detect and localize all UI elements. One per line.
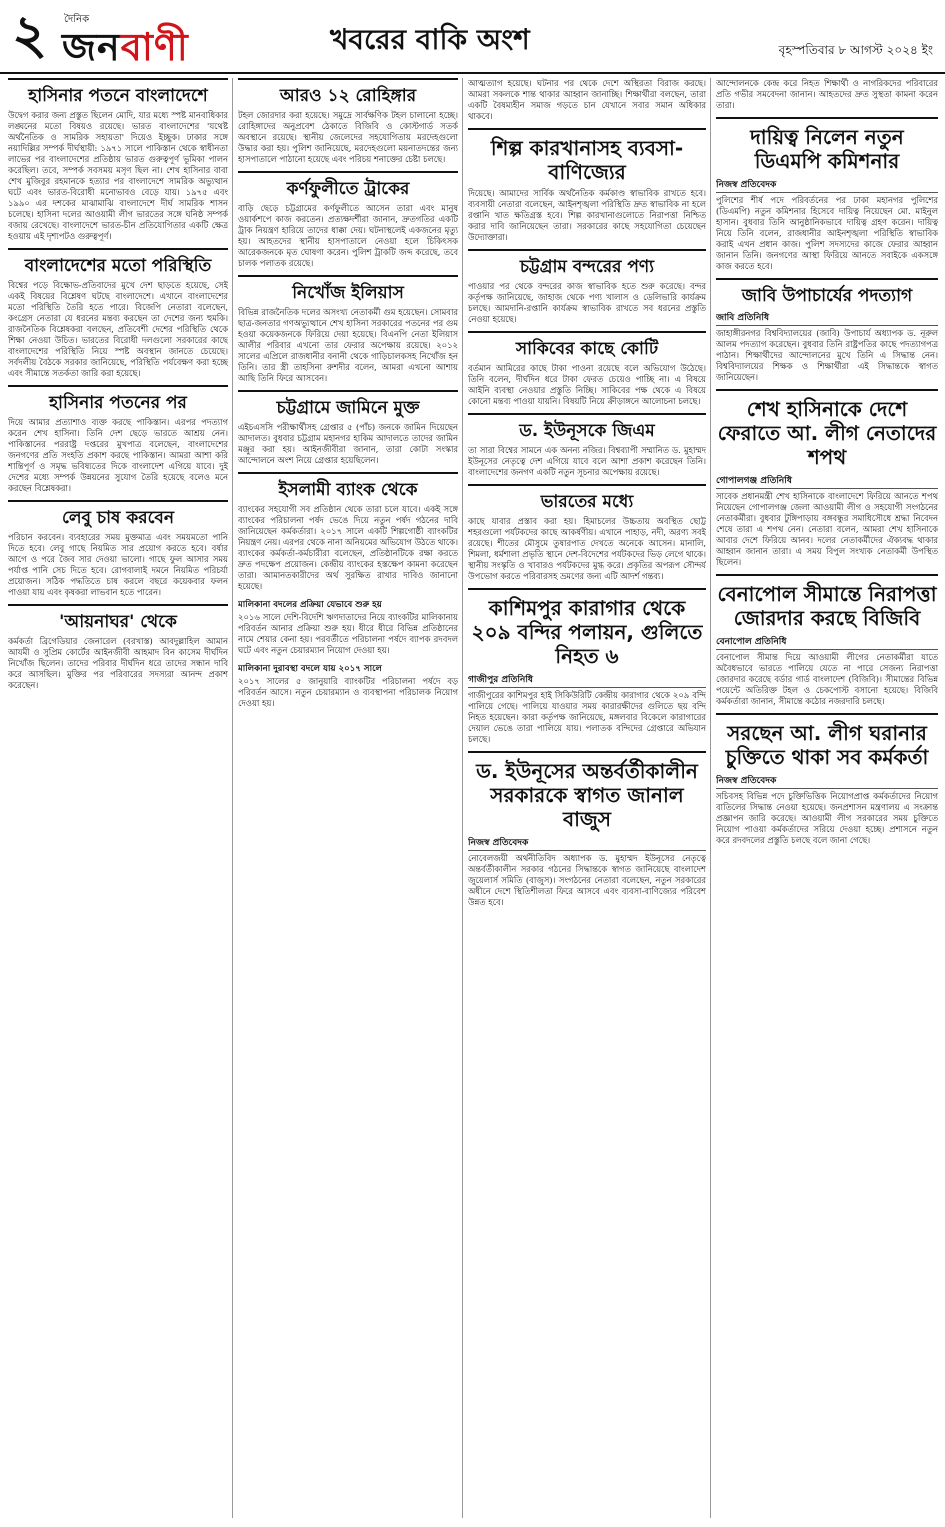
story-body: সাবেক প্রধানমন্ত্রী শেখ হাসিনাকে বাংলাদেশে ফিরিয়ে আনতে শপথ নিয়েছেন গোপালগঞ্জ জেলা আওয়ামী লীগ ও সহযোগী সংগঠনের নেতাকর্মীরা। বুধবার টুঙ্গিপাড়ায় বঙ্গবন্ধুর সমাধিসৌধে শ্রদ্ধা নিবেদন শেষে তারা এ শপথ নেন। নেতারা বলেন, আমরা শেখ হাসিনাকে আবার দেশে ফিরিয়ে আনব। দলের নেতাকর্মীদের ঐক্যবদ্ধ থাকার আহ্বান জানান তারা। এ সময় বিপুল সংখ্যক নেতাকর্মী উপস্থিত ছিলেন। <box>716 491 938 567</box>
story-body: আন্দোলনকে কেন্দ্র করে নিহত শিক্ষার্থী ও নাগরিকদের পরিবারের প্রতি গভীর সমবেদনা জানান। আহতদের দ্রুত সুস্থতা কামনা করেন তারা। <box>716 78 938 110</box>
news-story <box>468 751 706 908</box>
story-headline: সাকিবের কাছে কোটি <box>515 339 659 359</box>
story-body: গাজীপুরের কাশিমপুর হাই সিকিউরিটি কেন্দ্রীয় কারাগার থেকে ২০৯ বন্দি পালিয়ে গেছে। পালিয়ে যাওয়ার সময় কারারক্ষীদের গুলিতে ছয় বন্দি নিহত হয়েছেন। কারা কর্তৃপক্ষ জানিয়েছে, মঙ্গলবার বিকেলে কারাগারের দেয়াল ভেঙে তারা পালিয়ে যায়। পলাতক বন্দিদের গ্রেপ্তারে অভিযান চলছে। <box>468 690 706 744</box>
story-body: বিশ্বের পড়ে বিক্ষোভ-প্রতিবাদের মুখে দেশ ছাড়তে হয়েছে, সেই একই বিষয়ের বিশ্লেষণ ঘটছে বাংলাদেশে। এখানে বাংলাদেশের মতো পরিস্থিতি তৈরি হতে পারে। বিজেপি নেতারা বলেছেন, কংগ্রেস নেতারা যে ধরনের মন্তব্য করছেন তা দেশের জন্য হুমকি। রাজনৈতিক বিশ্লেষকরা বলছেন, প্রতিবেশী দেশের পরিস্থিতি থেকে শিক্ষা নেওয়া উচিত। ভারতের বিরোধী দলগুলো সরকারের কাছে বাংলাদেশের পরিস্থিতি নিয়ে স্পষ্ট অবস্থান জানতে চেয়েছে। সর্বদলীয় বৈঠকে সরকার জানিয়েছে, পরিস্থিতি পর্যবেক্ষণ করা হচ্ছে এবং সীমান্তে সতর্কতা জারি করা হয়েছে। <box>8 280 228 378</box>
story-body: আত্মত্যাগ হয়েছে। ঘটনার পর থেকে দেশে অস্থিরতা বিরাজ করছে। আমরা সকলকে শান্ত থাকার আহ্বান জানাচ্ছি। শিক্ষার্থীরা বলছেন, তারা একটি বৈষম্যহীন সমাজ গড়তে চান যেখানে সবার সমান অধিকার থাকবে। <box>468 78 706 121</box>
logo-prefix: দৈনিক <box>64 14 90 25</box>
column-3 <box>468 78 706 1518</box>
news-story <box>468 331 706 407</box>
news-story <box>8 500 228 598</box>
story-headline: হাসিনার পতনের পর <box>49 393 187 413</box>
news-story <box>468 249 706 325</box>
dateline: বৃহস্পতিবার ৮ আগস্ট ২০২৪ ইং <box>778 43 933 57</box>
story-headline: শিল্প কারখানাসহ ব্যবসা-বাণিজ্যের <box>490 136 684 184</box>
news-story <box>716 574 938 707</box>
story-headline: সরছেন আ. লীগ ঘরানার চুক্তিতে থাকা সব কর্মকর্তা <box>725 721 929 769</box>
news-story <box>238 275 458 384</box>
story-headline: 'আয়নাঘর' থেকে <box>59 612 177 632</box>
story-body: টহল জোরদার করা হয়েছে। সমুদ্রে সার্বক্ষণিক টহল চালানো হচ্ছে। রোহিঙ্গাদের অনুপ্রবেশ ঠেকাতে বিজিবি ও কোস্টগার্ড সতর্ক অবস্থানে রয়েছে। স্থানীয় জেলেদের সহযোগিতায় মরদেহগুলো উদ্ধার করা হয়। পুলিশ জানিয়েছে, মরদেহগুলো ময়নাতদন্তের জন্য হাসপাতালে পাঠানো হয়েছে এবং পরিচয় শনাক্তের চেষ্টা চলছে। <box>238 110 458 164</box>
story-body: বর্তমান আমিরের কাছে টাকা পাওনা রয়েছে বলে অভিযোগ উঠেছে। তিনি বলেন, দীর্ঘদিন ধরে টাকা ফেরত চেয়েও পাচ্ছি না। এ বিষয়ে আইনি ব্যবস্থা নেওয়ার প্রস্তুতি নিচ্ছি। সাকিবের পক্ষ থেকে এ বিষয়ে কোনো মন্তব্য পাওয়া যায়নি। বিষয়টি নিয়ে ক্রীড়াঙ্গনে আলোচনা চলছে। <box>468 363 706 406</box>
story-byline: গাজীপুর প্রতিনিধি <box>468 672 706 688</box>
story-headline: দায়িত্ব নিলেন নতুন ডিএমপি কমিশনার <box>750 125 904 173</box>
news-story <box>468 128 706 243</box>
story-body: জাহাঙ্গীরনগর বিশ্ববিদ্যালয়ের (জাবি) উপাচার্য অধ্যাপক ড. নূরুল আলম পদত্যাগ করেছেন। বুধবার তিনি রাষ্ট্রপতির কাছে পদত্যাগপত্র পাঠান। শিক্ষার্থীদের আন্দোলনের মুখে তিনি এ সিদ্ধান্ত নেন। বিশ্ববিদ্যালয়ের শিক্ষক ও শিক্ষার্থীরা এই সিদ্ধান্তকে স্বাগত জানিয়েছেন। <box>716 328 938 382</box>
news-story <box>716 117 938 272</box>
story-headline: ইসলামী ব্যাংক থেকে <box>278 480 418 500</box>
column-rule <box>710 78 711 1518</box>
story-subhead: মালিকানা বদলের প্রক্রিয়া যেভাবে শুরু হয় <box>238 600 382 610</box>
column-1 <box>8 78 228 1518</box>
story-byline: নিজস্ব প্রতিবেদক <box>716 177 938 193</box>
story-body: এইচএসসি পরীক্ষার্থীসহ গ্রেপ্তার ৫ (পাঁচ) জনকে জামিন দিয়েছেন আদালত। বুধবার চট্টগ্রাম মহানগর হাকিম আদালতে তাদের জামিন মঞ্জুর করা হয়। আইনজীবীরা জানান, তারা কোটা সংস্কার আন্দোলনে অংশ নিয়ে গ্রেপ্তার হয়েছিলেন। <box>238 422 458 465</box>
masthead <box>0 0 945 74</box>
news-story <box>238 78 458 165</box>
story-body: কাছে যাবার প্রস্তাব করা হয়। হিমাচলের উচ্চতায় অবস্থিত ছোট্ট শহরগুলো পর্যটকদের কাছে আকর্ষণীয়। এখানে পাহাড়, নদী, অরণ্য সবই রয়েছে। শীতের মৌসুমে তুষারপাত দেখতে অনেকে আসেন। মানালি, শিমলা, ধর্মশালা প্রভৃতি স্থানে দেশ-বিদেশের পর্যটকদের ভিড় লেগে থাকে। স্থানীয় সংস্কৃতি ও খাবারও পর্যটকদের মুগ্ধ করে। প্রকৃতির অপরূপ সৌন্দর্য উপভোগ করতে পরিবারসহ ভ্রমণের জন্য এটি আদর্শ গন্তব্য। <box>468 516 706 581</box>
story-body: তা সারা বিশ্বের সামনে এক অনন্য নজির। বিশ্বব্যাপী সম্মানিত ড. মুহাম্মদ ইউনূসের নেতৃত্বে দেশ এগিয়ে যাবে বলে আশা প্রকাশ করেছেন তিনি। বাংলাদেশের জনগণ একটি নতুন সূচনার অপেক্ষায় রয়েছে। <box>468 445 706 477</box>
column-4 <box>716 78 938 1518</box>
news-story <box>238 598 458 656</box>
news-story <box>238 662 458 709</box>
news-story <box>468 78 706 122</box>
news-story <box>468 588 706 745</box>
story-body: সচিবসহ বিভিন্ন পদে চুক্তিভিত্তিক নিয়োগপ্রাপ্ত কর্মকর্তাদের নিয়োগ বাতিলের সিদ্ধান্ত নেওয়া হয়েছে। জনপ্রশাসন মন্ত্রণালয় এ সংক্রান্ত প্রজ্ঞাপন জারি করেছে। আওয়ামী লীগ সরকারের সময় চুক্তিতে নিয়োগ পাওয়া কর্মকর্তাদের সরিয়ে দেওয়া হচ্ছে। প্রশাসনে নতুন করে রদবদলের প্রস্তুতি চলছে বলে জানা গেছে। <box>716 791 938 845</box>
news-story <box>716 713 938 846</box>
story-headline: ড. ইউনূসকে জিএম <box>519 421 655 441</box>
story-body: পুলিশের শীর্ষ পদে পরিবর্তনের পর ঢাকা মহানগর পুলিশের (ডিএমপি) নতুন কমিশনার হিসেবে দায়িত্ব নিয়েছেন মো. মাইনুল হাসান। বুধবার তিনি আনুষ্ঠানিকভাবে দায়িত্ব গ্রহণ করেন। দায়িত্ব নিয়ে তিনি বলেন, রাজধানীর আইনশৃঙ্খলা পরিস্থিতি স্বাভাবিক করাই এখন প্রধান কাজ। পুলিশ সদস্যদের কাজে ফেরার আহ্বান জানান তিনি। জনগণের আস্থা ফিরিয়ে আনতে সবাইকে একসঙ্গে কাজ করতে হবে। <box>716 195 938 271</box>
news-story <box>238 171 458 269</box>
story-body: দিয়ে আমার প্রত্যাশাও ব্যক্ত করছে পাকিস্তান। এরপর পদত্যাগ করেন শেখ হাসিনা। তিনি দেশ ছেড়ে ভারতে আশ্রয় নেন। পাকিস্তানের পররাষ্ট্র দপ্তরের মুখপাত্র বলেছেন, বাংলাদেশের জনগণের প্রতি সংহতি প্রকাশ করছে পাকিস্তান। আমরা আশা করি শান্তিপূর্ণ ও সমৃদ্ধ ভবিষ্যতের দিকে বাংলাদেশ এগিয়ে যাবে। দুই দেশের মধ্যে সম্পর্ক উন্নয়নের সুযোগ তৈরি হয়েছে বলেও মনে করছেন বিশ্লেষকরা। <box>8 417 228 493</box>
news-story <box>716 78 938 111</box>
news-story <box>8 604 228 691</box>
story-headline: জাবি উপাচার্যের পদত্যাগ <box>741 286 913 306</box>
story-headline: হাসিনার পতনে বাংলাদেশে <box>28 86 208 106</box>
story-headline: শেখ হাসিনাকে দেশে ফেরাতে আ. লীগ নেতাদের শপথ <box>717 397 937 469</box>
news-story <box>8 78 228 242</box>
story-headline: আরও ১২ রোহিঙ্গার <box>279 86 417 106</box>
story-body: বিভিন্ন রাজনৈতিক দলের অসংখ্য নেতাকর্মী গুম হয়েছেন। সোমবার ছাত্র-জনতার গণঅভ্যুত্থানে শেখ হাসিনা সরকারের পতনের পর গুম হওয়া কয়েকজনকে ফিরিয়ে দেয়া হয়েছে। বিএনপি নেতা ইলিয়াস আলীর পরিবার এখনো তার ফেরার অপেক্ষায় রয়েছে। ২০১২ সালের এপ্রিলে রাজধানীর বনানী থেকে গাড়িচালকসহ নিখোঁজ হন তিনি। তার স্ত্রী তাহসিনা রুশদীর বলেন, আমরা এখনো আশায় আছি তিনি ফিরে আসবেন। <box>238 307 458 383</box>
story-headline: বেনাপোল সীমান্তে নিরাপত্তা জোরদার করছে বিজিবি <box>717 582 937 630</box>
story-body: পাওয়ার পর থেকে বন্দরের কাজ স্বাভাবিক হতে শুরু করেছে। বন্দর কর্তৃপক্ষ জানিয়েছে, জাহাজ থেকে পণ্য খালাস ও ডেলিভারি কার্যক্রম চলছে। আমদানি-রপ্তানি কার্যক্রম স্বাভাবিক রাখতে সব ধরনের প্রস্তুতি নেওয়া হয়েছে। <box>468 281 706 324</box>
story-body: বেনাপোল সীমান্ত দিয়ে আওয়ামী লীগের নেতাকর্মীরা যাতে অবৈধভাবে ভারতে পালিয়ে যেতে না পারে সেজন্য নিরাপত্তা জোরদার করেছে বর্ডার গার্ড বাংলাদেশ (বিজিবি)। সীমান্তের বিভিন্ন পয়েন্টে অতিরিক্ত টহল ও চেকপোস্ট বসানো হয়েছে। বিজিবি কর্মকর্তারা জানান, সীমান্তে কঠোর নজরদারি চলছে। <box>716 652 938 706</box>
story-byline: গোপালগঞ্জ প্রতিনিধি <box>716 473 938 489</box>
story-headline: ড. ইউনূসের অন্তর্বর্তীকালীন সরকারকে স্বাগত জানাল বাজুস <box>476 759 698 831</box>
story-headline: নিখোঁজ ইলিয়াস <box>292 283 404 303</box>
story-headline: চট্টগ্রামে জামিনে মুক্ত <box>276 398 420 418</box>
story-body: দিয়েছে। আমাদের সার্বিক অর্থনৈতিক কর্মকাণ্ড স্বাভাবিক রাখতে হবে। ব্যবসায়ী নেতারা বলেছেন, আইনশৃঙ্খলা পরিস্থিতি দ্রুত স্বাভাবিক না হলে রপ্তানি খাত ক্ষতিগ্রস্ত হবে। শিল্প কারখানাগুলোতে নিরাপত্তা নিশ্চিত করার দাবি জানিয়েছেন তারা। সরকারের কাছে সহযোগিতা চেয়েছেন উদ্যোক্তারা। <box>468 188 706 242</box>
news-story <box>716 389 938 568</box>
newspaper-logo <box>62 18 189 82</box>
column-2 <box>238 78 458 1518</box>
page-number: ২ <box>12 2 48 66</box>
news-story <box>238 390 458 466</box>
story-body: নোবেলজয়ী অর্থনীতিবিদ অধ্যাপক ড. মুহাম্মদ ইউনূসের নেতৃত্বে অন্তর্বর্তীকালীন সরকার গঠনের সিদ্ধান্তকে স্বাগত জানিয়েছে বাংলাদেশ জুয়েলার্স সমিতি (বাজুস)। সংগঠনের নেতারা বলেছেন, নতুন সরকারের অধীনে দেশে স্থিতিশীলতা ফিরে আসবে এবং ব্যবসা-বাণিজ্যের পরিবেশ উন্নত হবে। <box>468 853 706 907</box>
story-body: উদ্বেগ করার জন্য প্রস্তুত ছিলেন মোদি, যার মধ্যে স্পষ্ট মানবাধিকার লঙ্ঘনের মতো বিষয়ও রয়েছে। ভারত বাংলাদেশের 'যথেষ্ট অর্থনৈতিক ও সামরিক সহায়তা' দিয়েও ইচ্ছুক। ঢাকার সঙ্গে নয়াদিল্লির সম্পর্ক দীর্ঘস্থায়ী: ১৯৭১ সালে পাকিস্তান থেকে স্বাধীনতা লাভের পর বাংলাদেশের প্রতিষ্ঠায় ভারত গুরুত্বপূর্ণ ভূমিকা পালন করেছিল। তবে, সম্পর্ক সবসময় মসৃণ ছিল না। শেখ হাসিনার বাবা শেখ মুজিবুর রহমানকে হত্যার পর বাংলাদেশে সামরিক অভ্যুত্থান ঘটে এবং ভারত-বিরোধী মনোভাবও বেড়ে যায়। ১৯৭৫ এবং ১৯৯০ এর দশকের মাঝামাঝি বাংলাদেশে দীর্ঘ সামরিক শাসন চলেছে। হাসিনা দলের আওয়ামী লীগ ভারতের সঙ্গে ঘনিষ্ঠ সম্পর্ক বজায় রেখেছে। বাংলাদেশে ভারত-চীন প্রতিযোগিতার একটি ক্ষেত্র হওয়ায় এই দৃশ্যপটও গুরুত্বপূর্ণ। <box>8 110 228 241</box>
story-body: কর্মকর্তা ব্রিগেডিয়ার জেনারেল (বরখাস্ত) আবদুল্লাহিল আমান আযমী ও সুপ্রিম কোর্টের আইনজীবী আহমাদ বিন কাসেম দীর্ঘদিন নিখোঁজ ছিলেন। তাদের পরিবার দীর্ঘদিন ধরে তাদের সন্ধান দাবি করে আসছিল। মুক্তির পর পরিবারের সদস্যরা আনন্দ প্রকাশ করেছেন। <box>8 636 228 690</box>
story-body: ২০১৬ সালে দেশি-বিদেশি ঋণদাতাদের নিয়ে ব্যাংকটির মালিকানায় পরিবর্তন আনার প্রক্রিয়া শুরু হয়। ধীরে ধীরে বিভিন্ন প্রতিষ্ঠানের নামে শেয়ার কেনা হয়। পরবর্তীতে পরিচালনা পর্ষদে ব্যাপক রদবদল ঘটে এবং নতুন চেয়ারম্যান নিয়োগ দেওয়া হয়। <box>238 612 458 655</box>
news-story <box>468 484 706 582</box>
story-byline: জাবি প্রতিনিধি <box>716 310 938 326</box>
logo-part-a: জন <box>62 25 121 69</box>
story-byline: নিজস্ব প্রতিবেদক <box>716 773 938 789</box>
story-subhead: মালিকানা দুরাবস্থা বদলে যায় ২০১৭ সালে <box>238 664 382 674</box>
section-title: খবরের বাকি অংশ <box>330 23 530 56</box>
column-rule <box>232 78 233 1518</box>
news-story <box>8 385 228 494</box>
story-byline: নিজস্ব প্রতিবেদক <box>468 835 706 851</box>
story-headline: লেবু চাষ করবেন <box>61 508 175 528</box>
news-story <box>468 413 706 478</box>
news-story <box>716 278 938 383</box>
story-headline: ভারতের মধ্যে <box>540 492 634 512</box>
news-story <box>8 248 228 379</box>
story-body: পরিচান করবেন। ব্যবহারের সময় মুক্তমাত্র এবং সময়মতো পানি দিতে হবে। লেবু গাছে নিয়মিত সার প্রয়োগ করতে হবে। বর্ষার আগে ও পরে জৈব সার দেওয়া ভালো। গাছে ফুল আসার সময় পর্যাপ্ত পানি সেচ দিতে হবে। রোগবালাই দমনে নিয়মিত পরিচর্যা প্রয়োজন। সঠিক পদ্ধতিতে চাষ করলে বছরে কয়েকবার ফলন পাওয়া যায় এবং কৃষকরা লাভবান হতে পারেন। <box>8 532 228 597</box>
story-headline: কর্ণফুলীতে ট্রাকের <box>286 179 410 199</box>
news-story <box>238 472 458 592</box>
story-body: বাড়ি ছেড়ে চট্টগ্রামের কর্ণফুলীতে আসেন তারা এবং মানুষ ওয়ার্কশপে কাজ করতেন। প্রত্যক্ষদর্শীরা জানান, দ্রুতগতির একটি ট্রাক নিয়ন্ত্রণ হারিয়ে তাদের ধাক্কা দেয়। ঘটনাস্থলেই একজনের মৃত্যু হয়। আহতদের স্থানীয় হাসপাতালে নেওয়া হলে চিকিৎসক আরেকজনকে মৃত ঘোষণা করেন। পুলিশ ট্রাকটি জব্দ করেছে, তবে চালক পলাতক রয়েছে। <box>238 203 458 268</box>
story-headline: বাংলাদেশের মতো পরিস্থিতি <box>24 256 212 276</box>
story-body: ২০১৭ সালের ৫ জানুয়ারি ব্যাংকটির পরিচালনা পর্ষদে বড় পরিবর্তন আসে। নতুন চেয়ারম্যান ও ব্যবস্থাপনা পরিচালক নিয়োগ দেওয়া হয়। <box>238 676 458 708</box>
story-byline: বেনাপোল প্রতিনিধি <box>716 634 938 650</box>
story-headline: চট্টগ্রাম বন্দরের পণ্য <box>519 257 655 277</box>
story-body: ব্যাংকের সহযোগী সব প্রতিষ্ঠান থেকে তারা চলে যাবে। একই সঙ্গে ব্যাংকের পরিচালনা পর্ষদ ভেঙে দিয়ে নতুন পর্ষদ গঠনের দাবি জানিয়েছেন কর্মকর্তারা। ২০১৭ সালে একটি শিল্পগোষ্ঠী ব্যাংকটির নিয়ন্ত্রণ নেয়। এরপর থেকে নানা অনিয়মের অভিযোগ উঠতে থাকে। ব্যাংকের কর্মকর্তা-কর্মচারীরা বলেছেন, প্রতিষ্ঠানটিকে রক্ষা করতে দ্রুত পদক্ষেপ প্রয়োজন। কেন্দ্রীয় ব্যাংকের হস্তক্ষেপ কামনা করেছেন তারা। আমানতকারীদের অর্থ সুরক্ষিত রাখার দাবিও জানানো হয়েছে। <box>238 504 458 591</box>
logo-part-b: বাণী <box>120 25 189 69</box>
column-rule <box>462 78 463 1518</box>
story-headline: কাশিমপুর কারাগার থেকে ২০৯ বন্দির পলায়ন, গুলিতে নিহত ৬ <box>471 596 703 668</box>
